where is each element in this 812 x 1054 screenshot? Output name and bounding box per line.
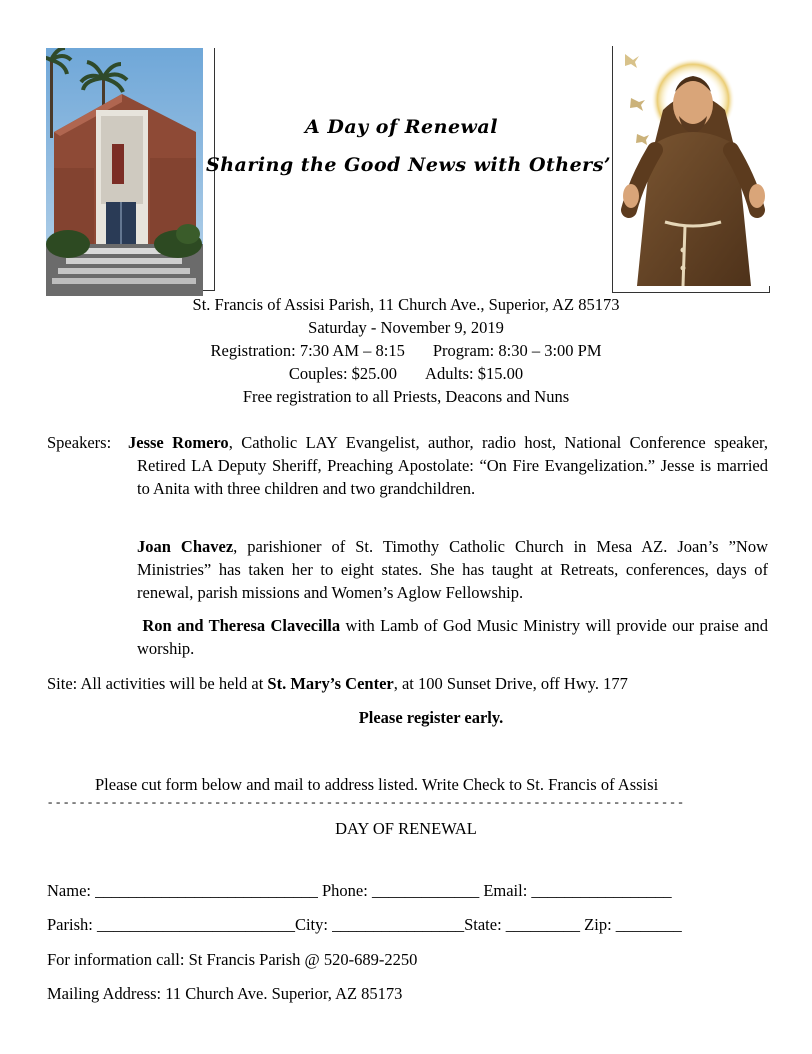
speaker-2 — [137, 535, 768, 604]
church-photo — [46, 48, 203, 296]
site-venue: St. Mary’s Center — [267, 674, 394, 693]
speaker-1-bio: , Catholic LAY Evangelist, author, radio host, National Conference speaker, Retired LA Deputy Sheriff, Preaching Apostolate: “On Fire Evangelization.” Jesse is married to Anita with three children and two grandchildren. — [137, 433, 768, 498]
site-info: Site: All activities will be held at St. Mary’s Center, at 100 Sunset Drive, off Hwy. 177 — [47, 674, 628, 693]
mailing-address: Mailing Address: 11 Church Ave. Superior, AZ 85173 — [47, 984, 403, 1003]
event-times — [0, 339, 812, 362]
info-phone: For information call: St Francis Parish @ 520-689-2250 — [47, 950, 418, 969]
church-photo-frame — [46, 48, 215, 291]
speaker-2-name: Joan Chavez — [137, 537, 234, 556]
registration-time: Registration: 7:30 AM – 8:15 — [210, 341, 405, 360]
event-prices — [0, 362, 812, 385]
event-location: St. Francis of Assisi Parish, 11 Church Ave., Superior, AZ 85173 — [192, 295, 620, 314]
form-line-parish-city-state-zip[interactable]: Parish: ________________________City: ________________State: _________ Zip: ________ — [47, 915, 682, 934]
register-early: Please register early. — [358, 708, 504, 727]
saint-francis-image — [615, 46, 771, 286]
speakers-label: Speakers: — [47, 433, 112, 452]
free-registration-note: Free registration to all Priests, Deacons and Nuns — [242, 387, 570, 406]
saint-image-frame — [612, 46, 770, 293]
event-subtitle: Sharing the Good News with Others’ — [206, 154, 612, 176]
cut-line: - - - - - - - - - - - - - - - - - - - - - - - - - - - - - - - - - - - - - - - - - - - - - - - - - - - - - - - - - - - - - - - - - - - - - - - - - - - - - - - - — [48, 794, 683, 809]
form-heading: DAY OF RENEWAL — [335, 819, 477, 838]
form-line-name-phone-email[interactable]: Name: ___________________________ Phone: _____________ Email: _________________ — [47, 881, 672, 900]
speaker-1-name: Jesse Romero — [128, 433, 229, 452]
speaker-3 — [137, 614, 768, 660]
speaker-1 — [47, 431, 768, 500]
adults-price: Adults: $15.00 — [425, 364, 524, 383]
speaker-2-bio: , parishioner of St. Timothy Catholic Church in Mesa AZ. Joan’s ”Now Ministries” has taken her to eight states. She has taught at Retreats, conferences, days of renewal, parish missions and Women’s Aglow Fellowship. — [137, 537, 768, 602]
speaker-3-name: Ron and Theresa Clavecilla — [142, 616, 341, 635]
couples-price: Couples: $25.00 — [288, 364, 398, 383]
event-title: A Day of Renewal — [305, 116, 498, 138]
speaker-3-bio: with Lamb of God Music Ministry will provide our praise and worship. — [137, 616, 769, 658]
program-time: Program: 8:30 – 3:00 PM — [432, 341, 602, 360]
cut-instructions: Please cut form below and mail to address listed. Write Check to St. Francis of Assisi — [95, 775, 659, 794]
event-date: Saturday - November 9, 2019 — [308, 318, 504, 337]
